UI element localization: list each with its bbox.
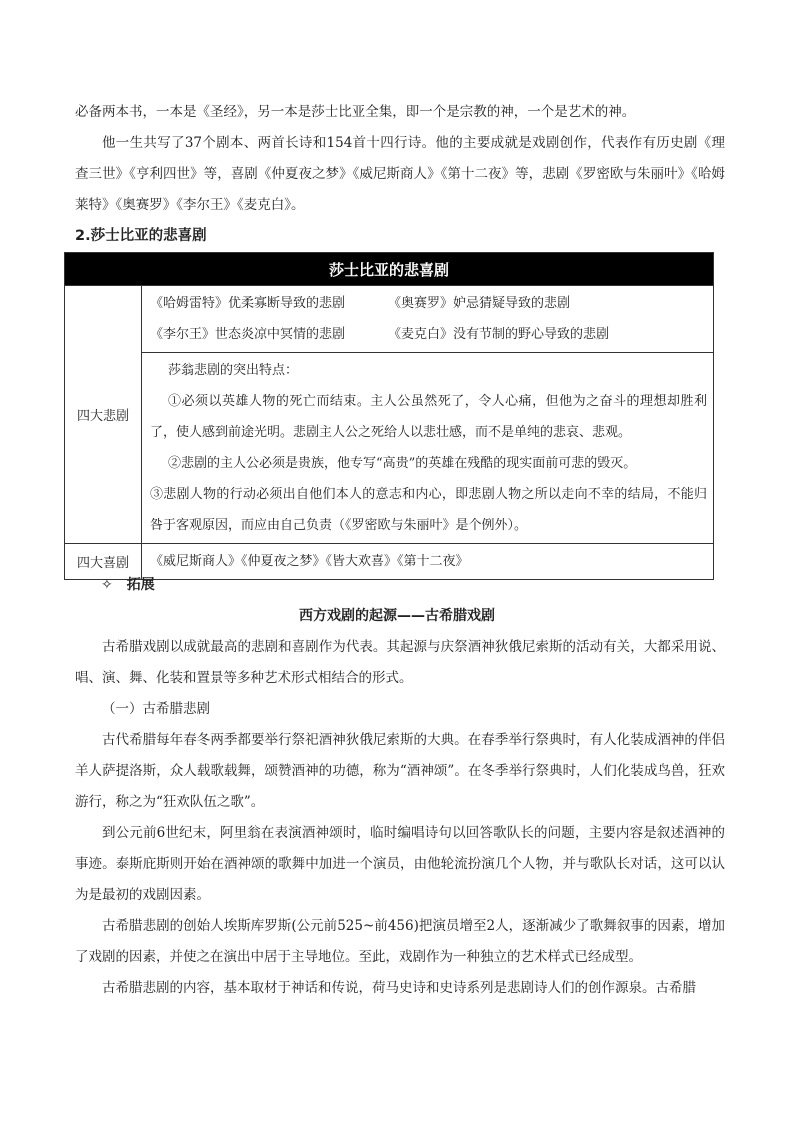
article-subheading: （一）古希腊悲剧	[102, 701, 210, 717]
comedy-works: 《威尼斯商人》《仲夏夜之梦》《皆大欢喜》《第十二夜》	[150, 554, 469, 569]
works-line-2	[150, 319, 707, 350]
feature-2: ②悲剧的主人公必须是贵族，他专写“高贵”的英雄在残酷的现实面前可悲的毁灭。	[168, 456, 637, 471]
features-intro: 莎翁悲剧的突出特点：	[168, 363, 299, 378]
intro-paragraph-1: 必备两本书，一本是《圣经》，另一本是莎士比亚全集，即一个是宗教的神，一个是艺术的神。	[75, 104, 636, 120]
table-title: 莎士比亚的悲喜剧	[65, 253, 713, 286]
feature-1: ①必须以英雄人物的死亡而结束。主人公虽然死了，令人心痛，但他为之奋斗的理想却胜利了，使人感到前途光明。悲剧主人公之死给人以悲壮感，而不是单纯的悲哀、悲观。	[150, 394, 707, 440]
article-paragraph-3: 到公元前6世纪末，阿里翁在表演酒神颂时，临时编唱诗句以回答歌队长的问题，主要内容是叙述酒神的事迹。泰斯庇斯则开始在酒神颂的歌舞中加进一个演员，由他轮流扮演几个人物，并与歌队长对话，这可以认为是最初的戏剧因素。	[75, 825, 725, 903]
tragicomedy-table	[64, 252, 714, 580]
article-title: 西方戏剧的起源——古希腊戏剧	[299, 608, 495, 624]
table-row-tragedies	[65, 286, 713, 544]
works-line-1	[150, 288, 707, 319]
work-hamlet: 《哈姆雷特》优柔寡断导致的悲剧	[150, 296, 346, 311]
tragedy-features-cell	[142, 353, 713, 543]
row-label-tragedies: 四大悲剧	[65, 286, 142, 543]
work-macbeth: 《麦克白》没有节制的野心导致的悲剧	[388, 327, 610, 342]
diamond-star-icon: ✧	[101, 577, 113, 593]
article-paragraph-5: 古希腊悲剧的内容，基本取材于神话和传说，荷马史诗和史诗系列是悲剧诗人们的创作源泉。古希腊	[102, 980, 696, 996]
article-paragraph-4: 古希腊悲剧的创始人埃斯库罗斯(公元前525~前456)把演员增至2人，逐渐减少了歌舞叙事的因素，增加了戏剧的因素，并使之在演出中居于主导地位。至此，戏剧作为一种独立的艺术样式已经成型。	[75, 918, 725, 965]
article-paragraph-2: 古代希腊每年春冬两季都要举行祭祀酒神狄俄尼索斯的大典。在春季举行祭典时，有人化装成酒神的伴侣羊人萨提洛斯，众人载歌载舞，颂赞酒神的功德，称为“酒神颂”。在冬季举行祭典时，人们化装成鸟兽，狂欢游行，称之为“狂欢队伍之歌”。	[75, 732, 725, 810]
work-lear: 《李尔王》世态炎凉中冥情的悲剧	[150, 327, 346, 342]
comedy-works-cell	[142, 544, 713, 579]
work-othello: 《奥赛罗》妒忌猜疑导致的悲剧	[388, 296, 571, 311]
intro-paragraph-2: 他一生共写了37个剧本、两首长诗和154首十四行诗。他的主要成就是戏剧创作，代表作有历史剧《理查三世》《亨利四世》等，喜剧《仲夏夜之梦》《威尼斯商人》《第十二夜》等，悲剧《罗密欧与朱丽叶》《哈姆莱特》《奥赛罗》《李尔王》《麦克白》。	[75, 135, 725, 213]
expand-heading	[101, 570, 155, 601]
tragedy-works-cell	[142, 286, 713, 353]
expand-label: 拓展	[126, 577, 155, 593]
row-label-comedies: 四大喜剧	[65, 544, 142, 579]
row-body-tragedies	[142, 286, 713, 543]
feature-3: ③悲剧人物的行动必须出自他们本人的意志和内心，即悲剧人物之所以走向不幸的结局，不能归咎于客观原因，而应由自己负责（《罗密欧与朱丽叶》是个例外）。	[150, 487, 707, 533]
row-body-comedies	[142, 544, 713, 579]
article-paragraph-1: 古希腊戏剧以成就最高的悲剧和喜剧作为代表。其起源与庆祭酒神狄俄尼索斯的活动有关，大都采用说、唱、演、舞、化装和置景等多种艺术形式相结合的形式。	[75, 639, 725, 686]
table-row-comedies	[65, 544, 713, 579]
section-heading: 2.莎士比亚的悲喜剧	[75, 228, 207, 244]
